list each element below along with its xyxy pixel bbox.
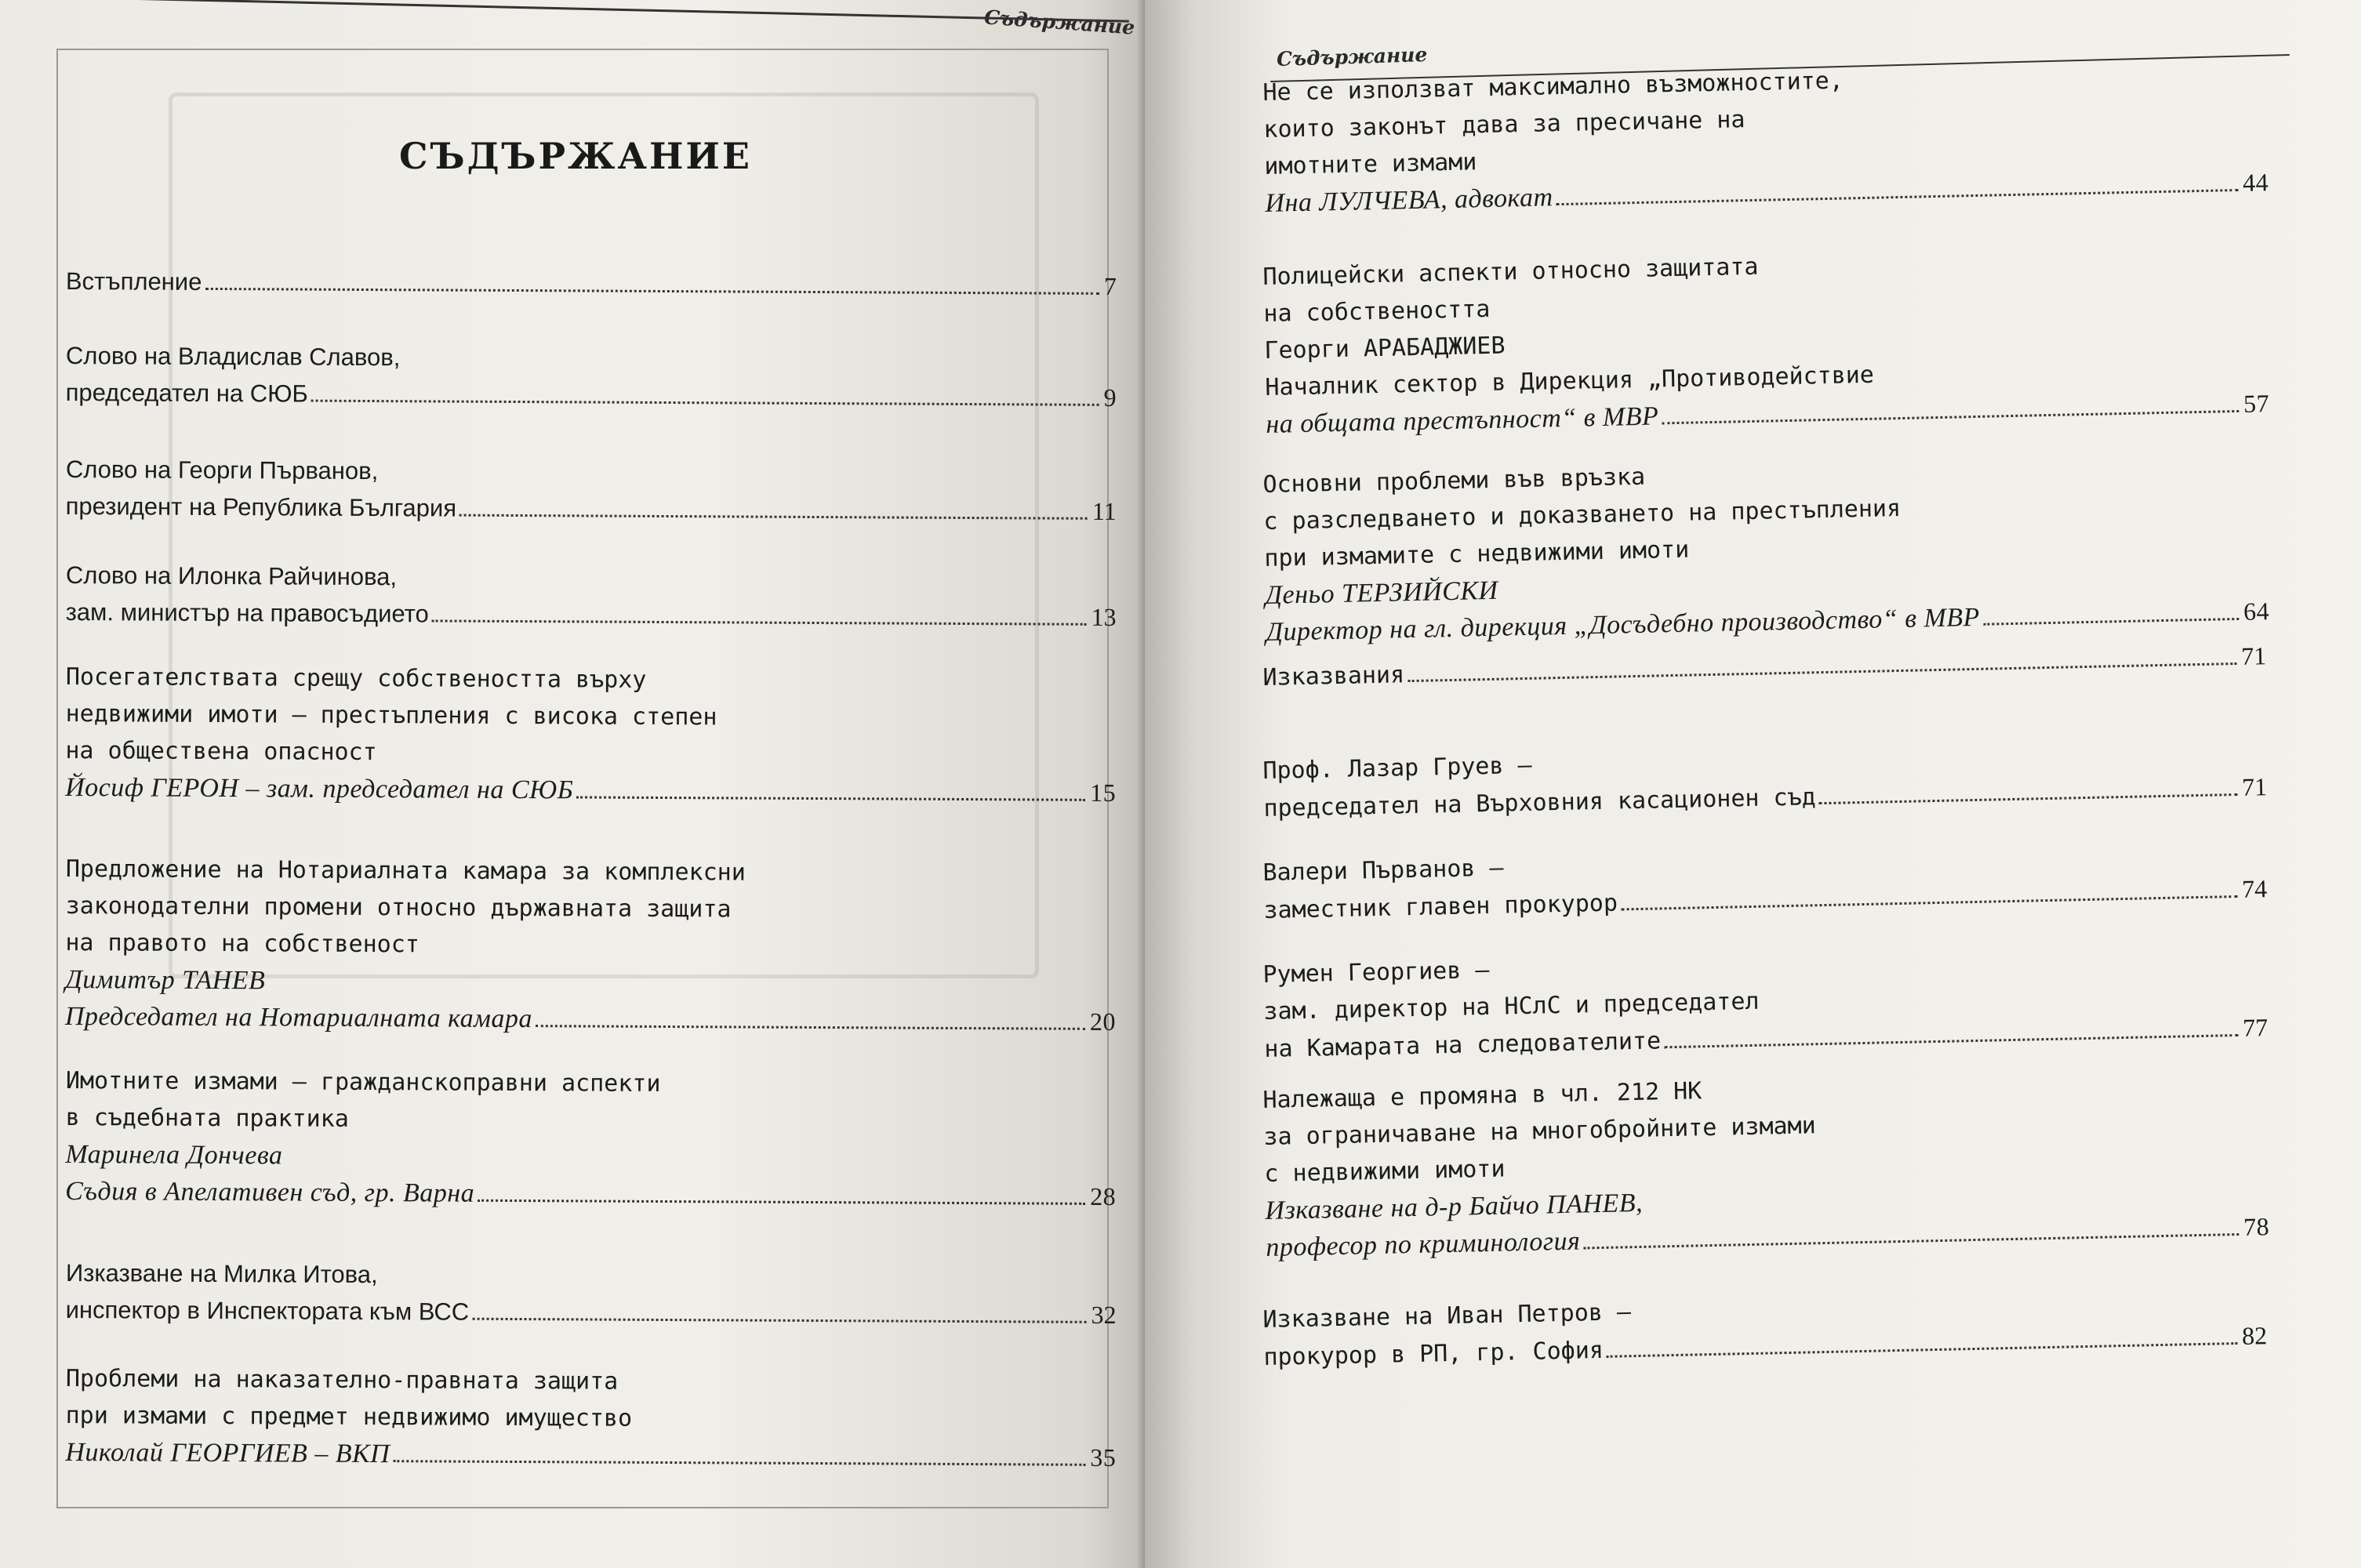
page-number: 28 xyxy=(1090,1181,1117,1211)
toc-entry-line: Не се използват максимално възможностите, xyxy=(1262,67,1844,107)
toc-entry-line: за ограничаване на многобройните измами xyxy=(1263,1112,1817,1151)
toc-entry-text: зам. министър на правосъдието xyxy=(65,597,429,628)
toc-entry xyxy=(66,263,1117,305)
toc-leader-line[interactable] xyxy=(65,769,1116,811)
dot-leader xyxy=(536,1025,1085,1030)
toc-entry-text: Йосиф ГЕРОН – зам. председател на СЮБ xyxy=(65,772,574,805)
toc-entry xyxy=(1262,833,2268,929)
dot-leader xyxy=(1607,1342,2237,1358)
toc-entry-line: Имотните измами – гражданскоправни аспекти xyxy=(65,1066,661,1098)
toc-entry-line: Валери Първанов – xyxy=(1262,854,1504,887)
toc-entry-line: Румен Георгиев – xyxy=(1262,956,1490,989)
toc-entry-line: законодателни промени относно държавната защита xyxy=(65,891,732,924)
toc-leader-line[interactable] xyxy=(65,998,1116,1040)
page-number: 82 xyxy=(2241,1321,2268,1350)
page-number: 11 xyxy=(1092,496,1117,526)
toc-entry-line: на правото на собственост xyxy=(65,928,420,959)
toc-entry-line: в съдебната практика xyxy=(65,1103,349,1133)
page-number: 71 xyxy=(2241,772,2268,801)
dot-leader xyxy=(1664,1034,2238,1048)
dot-leader xyxy=(1819,793,2238,804)
toc-entry-text: президент на Република България xyxy=(65,492,457,522)
toc-entry-line: Слово на Владислав Славов, xyxy=(65,341,401,372)
dot-leader xyxy=(432,619,1087,625)
toc-entry-text: на Камарата на следователите xyxy=(1264,1027,1662,1063)
page-number: 64 xyxy=(2243,597,2270,626)
toc-entry-text: Изказвания xyxy=(1262,661,1405,691)
page-number: 7 xyxy=(1103,271,1117,301)
page-number: 78 xyxy=(2243,1212,2270,1241)
page-number: 15 xyxy=(1090,778,1117,808)
toc-entry-line: Слово на Илонка Райчинова, xyxy=(65,561,398,591)
dot-leader xyxy=(311,400,1099,406)
running-head-right: Съдържание xyxy=(1276,42,1428,71)
toc-entry-line: на обществена опасност xyxy=(65,736,377,767)
toc-entry-text: прокурор в РП, гр. София xyxy=(1263,1336,1604,1371)
toc-entry-text: Николай ГЕОРГИЕВ – ВКП xyxy=(65,1437,390,1469)
dot-leader xyxy=(459,514,1088,520)
dot-leader xyxy=(576,796,1085,800)
right-page xyxy=(1145,0,2361,1568)
toc-entry-line: Слово на Георги Първанов, xyxy=(65,455,379,485)
toc-entry-line: Изказване на Иван Петров – xyxy=(1262,1298,1632,1334)
page-number: 20 xyxy=(1089,1007,1116,1036)
toc-entry xyxy=(66,1254,1117,1334)
toc-entry-line: Димитър ТАНЕВ xyxy=(65,964,266,996)
toc-entry-line: Полицейски аспекти относно защитата xyxy=(1262,252,1759,291)
toc-entry-line: на собствеността xyxy=(1263,295,1491,328)
toc-entry-line: Проф. Лазар Груев – xyxy=(1262,751,1532,785)
toc-title: СЪДЪРЖАНИЕ xyxy=(399,135,752,177)
toc-entry-line: с недвижими имоти xyxy=(1264,1155,1506,1188)
toc-entry-line: Проблеми на наказателно-правната защита xyxy=(65,1364,619,1396)
page-number: 71 xyxy=(2240,641,2267,670)
toc-leader-line[interactable] xyxy=(66,488,1117,530)
page-number: 57 xyxy=(2243,389,2270,418)
toc-entry-line: Належаща е промяна в чл. 212 НК xyxy=(1262,1077,1702,1114)
toc-entry xyxy=(1262,935,2268,1068)
toc-entry-text: председател на Върховния касационен съд xyxy=(1263,783,1817,822)
toc-entry-line: които законът дава за пресичане на xyxy=(1263,106,1745,143)
toc-entry-text: председател на СЮБ xyxy=(65,378,308,408)
toc-entry-line: Маринела Дончева xyxy=(65,1139,283,1171)
page-number: 35 xyxy=(1090,1443,1117,1472)
toc-entry-line: при измамите с недвижими имоти xyxy=(1264,535,1690,572)
page-number: 74 xyxy=(2241,874,2268,903)
dot-leader xyxy=(472,1318,1086,1323)
toc-entry xyxy=(1262,1280,2268,1376)
dot-leader xyxy=(393,1460,1085,1466)
toc-entry xyxy=(65,1062,1117,1215)
toc-entry-line: Георги АРАБАДЖИЕВ xyxy=(1264,332,1506,365)
toc-leader-line[interactable] xyxy=(66,1291,1117,1334)
toc-entry-line: недвижими имоти – престъпления с висока степен xyxy=(65,699,717,731)
toc-entry xyxy=(65,1360,1117,1476)
toc-leader-line[interactable] xyxy=(65,1434,1116,1476)
dot-leader xyxy=(1621,895,2237,910)
dot-leader xyxy=(478,1200,1085,1205)
show-through-frame xyxy=(169,93,1039,978)
dot-leader xyxy=(1662,410,2239,424)
toc-entry xyxy=(1262,1061,2270,1266)
page-number: 77 xyxy=(2242,1013,2268,1042)
toc-entry-line: Посегателствата срещу собствеността върху xyxy=(65,662,647,694)
toc-entry xyxy=(65,851,1117,1040)
toc-leader-line[interactable] xyxy=(66,263,1117,305)
toc-entry-text: инспектор в Инспектората към ВСС xyxy=(65,1295,470,1326)
toc-leader-line[interactable] xyxy=(66,374,1117,416)
toc-entry-text: Директор на гл. дирекция „Досъдебно производство“ в МВР xyxy=(1266,602,1981,647)
page-number: 44 xyxy=(2242,168,2269,197)
toc-leader-line[interactable] xyxy=(66,593,1117,636)
page-number: 9 xyxy=(1103,383,1117,412)
toc-entry xyxy=(65,659,1117,811)
toc-entry-line: Предложение на Нотариалната камара за комплексни xyxy=(65,855,746,887)
toc-entry-line: при измами с предмет недвижимо имущество xyxy=(65,1401,633,1432)
dot-leader xyxy=(205,288,1099,295)
left-page xyxy=(0,0,1151,1568)
toc-entry-text: Ина ЛУЛЧЕВА, адвокат xyxy=(1265,183,1553,218)
toc-entry xyxy=(66,337,1117,416)
toc-entry-text: на общата престъпност“ в МВР xyxy=(1266,401,1659,439)
toc-entry-text: Председател на Нотариалната камара xyxy=(64,1001,532,1034)
toc-entry-text: Съдия в Апелативен съд, гр. Варна xyxy=(65,1176,475,1208)
toc-entry-line: Основни проблеми във връзка xyxy=(1262,463,1646,499)
header-rule xyxy=(47,0,1129,23)
toc-entry-line: имотните измами xyxy=(1264,148,1477,180)
toc-entry xyxy=(1262,731,2268,827)
toc-entry-text: заместник главен прокурор xyxy=(1263,889,1618,924)
page-number: 13 xyxy=(1091,602,1117,632)
toc-entry-text: професор по криминология xyxy=(1266,1226,1581,1262)
toc-entry xyxy=(1262,445,2270,651)
toc-entry xyxy=(66,451,1117,530)
toc-entry xyxy=(1262,238,2270,443)
toc-entry-line: Изказване на д-р Байчо ПАНЕВ, xyxy=(1265,1188,1644,1225)
page-number: 32 xyxy=(1091,1300,1117,1330)
running-head-left: Съдържание xyxy=(983,5,1136,39)
dot-leader xyxy=(1983,618,2239,626)
toc-entry-line: Изказване на Милка Итова, xyxy=(65,1258,378,1289)
toc-leader-line[interactable] xyxy=(65,1173,1116,1215)
toc-entry xyxy=(1262,53,2269,222)
dot-leader xyxy=(1556,189,2239,205)
toc-entry-text: Встъпление xyxy=(65,267,202,296)
toc-entry xyxy=(66,557,1117,636)
toc-entry-line: Началник сектор в Дирекция „Противодействие xyxy=(1265,361,1875,401)
dot-leader xyxy=(1583,1233,2239,1250)
toc-entry-line: зам. директор на НСлС и председател xyxy=(1263,987,1760,1025)
toc-entry-line: Деньо ТЕРЗИЙСКИ xyxy=(1265,575,1498,610)
toc-entry-line: с разследването и доказването на престъпления xyxy=(1263,494,1902,535)
dot-leader xyxy=(1408,662,2236,682)
